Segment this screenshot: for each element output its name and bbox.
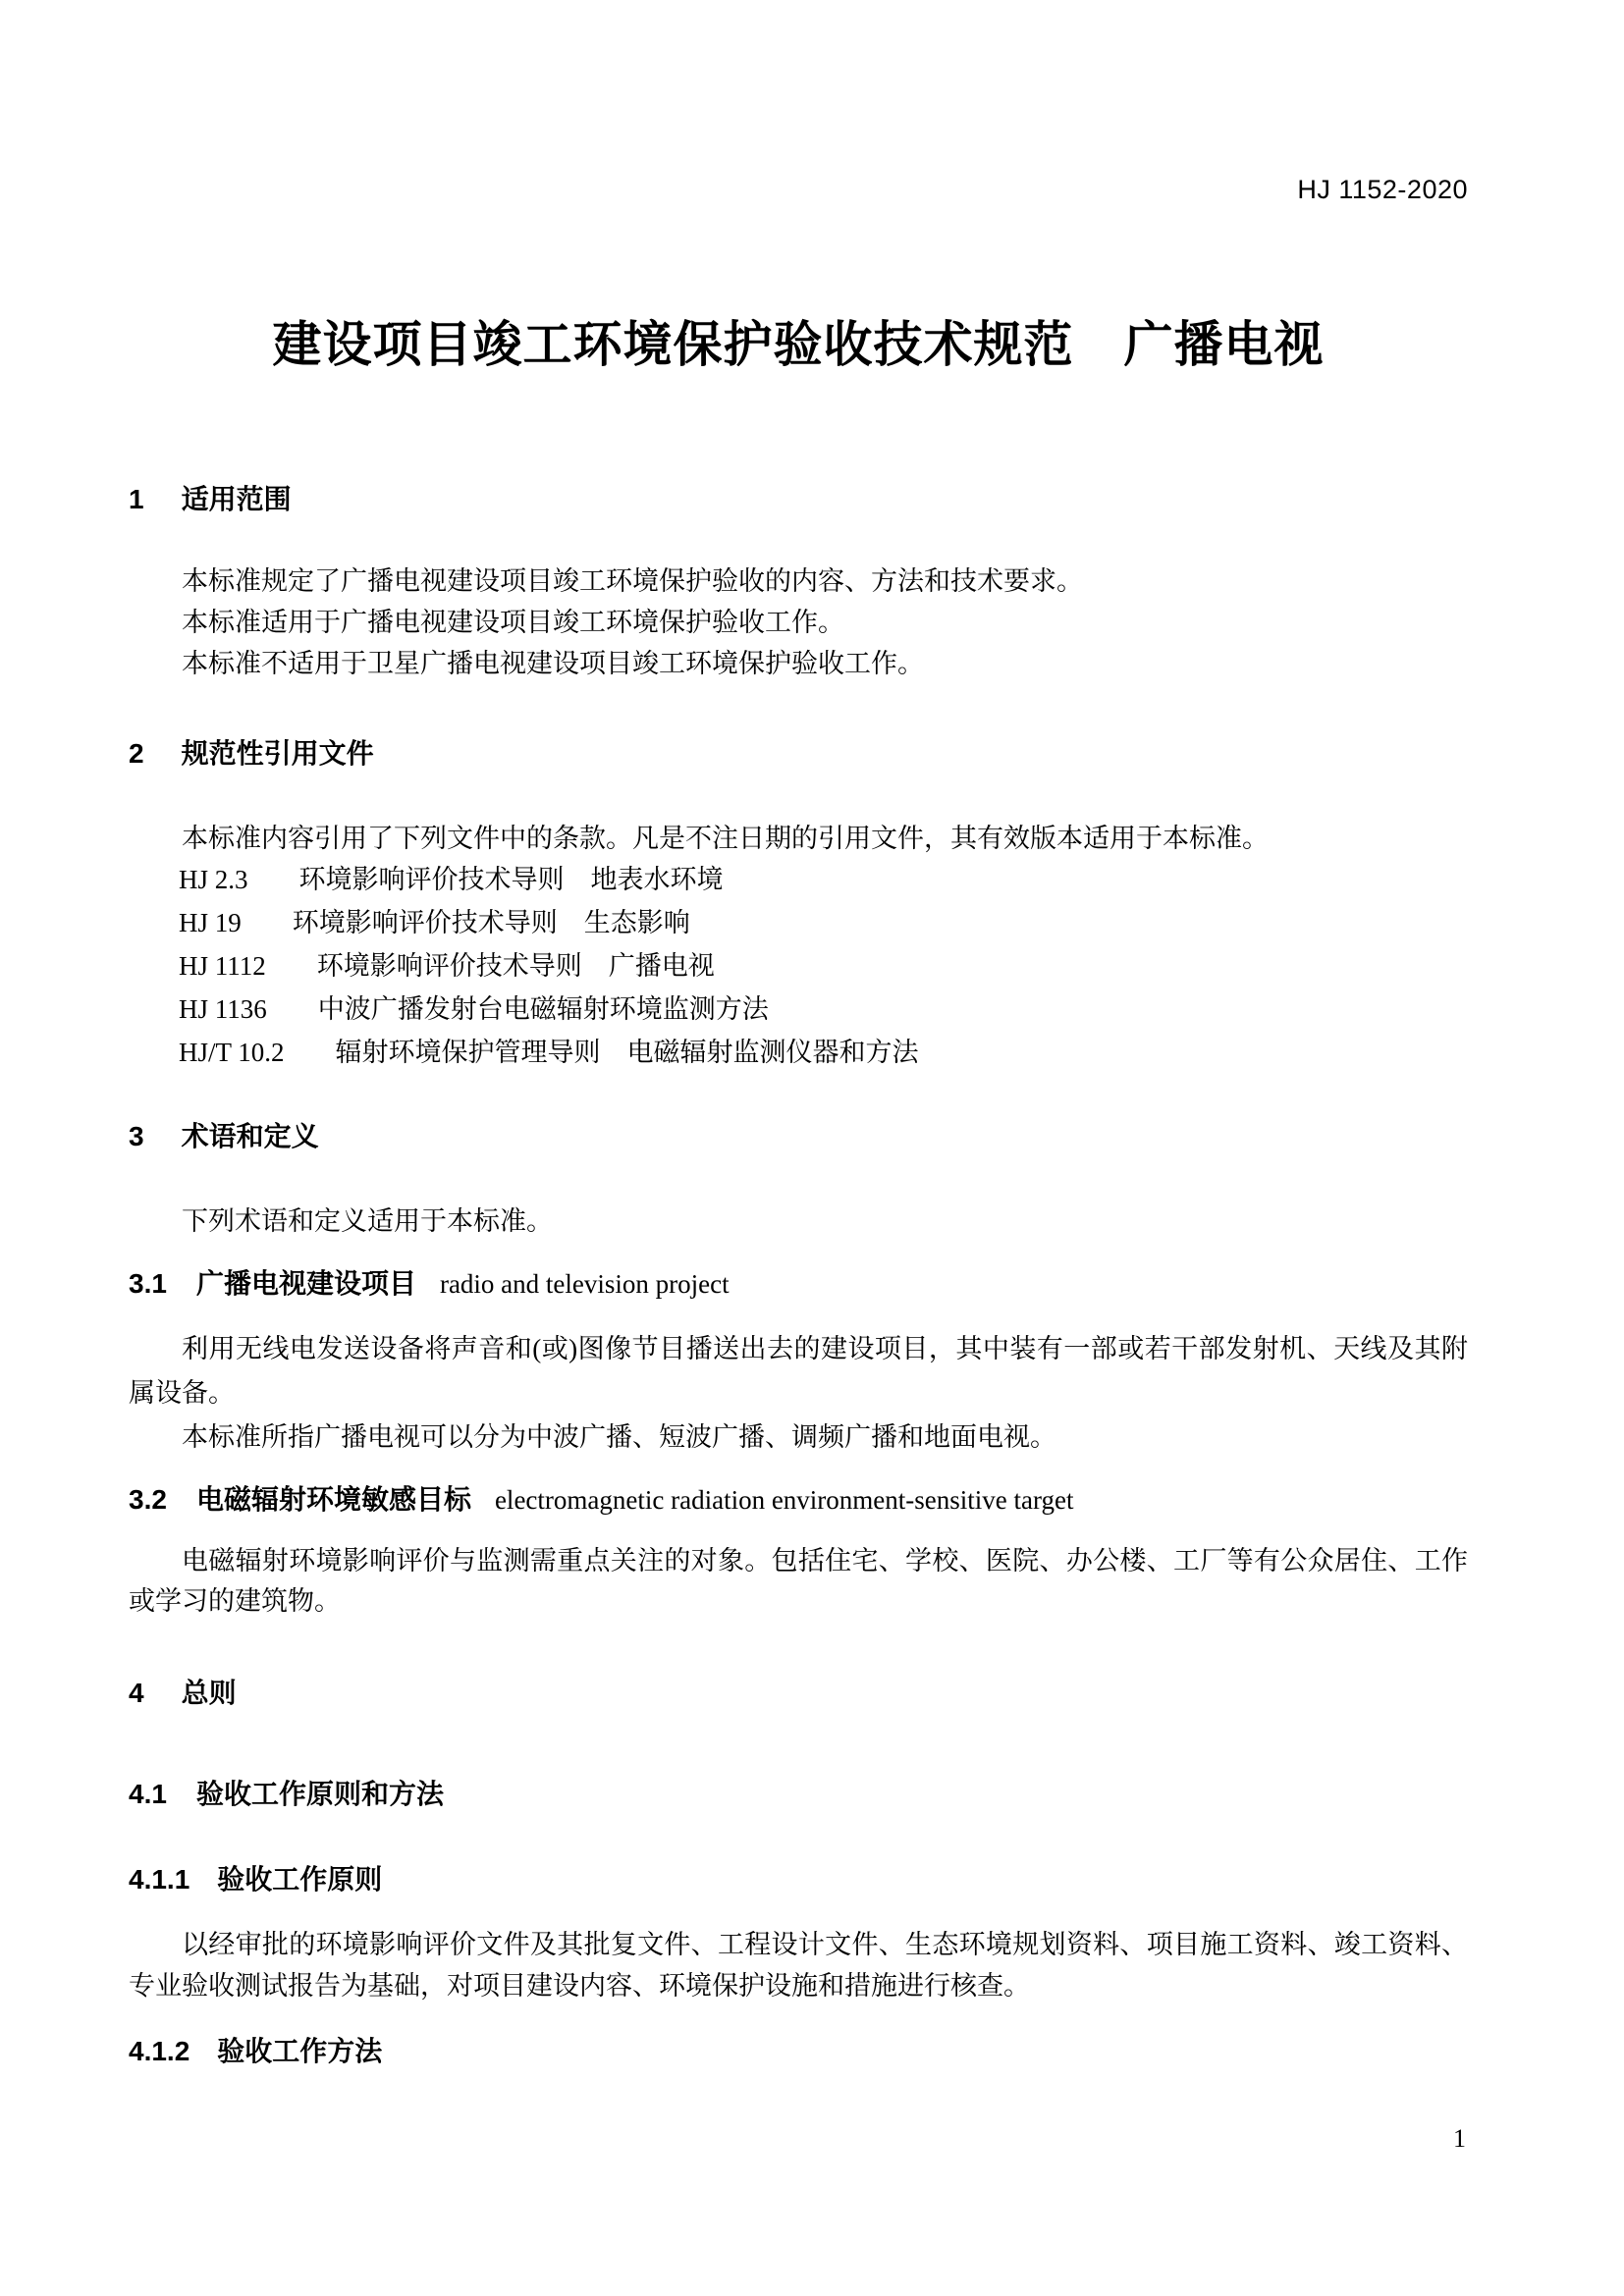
- reference-title: 环境影响评价技术导则 广播电视: [316, 951, 715, 981]
- paragraph: 以经审批的环境影响评价文件及其批复文件、工程设计文件、生态环境规划资料、项目施工资料、竣工资料、专业验收测试报告为基础，对项目建设内容、环境保护设施和措施进行核查。: [129, 1930, 1468, 2001]
- section-2-heading: [129, 733, 1468, 774]
- reference-code: HJ 1136: [179, 994, 267, 1024]
- reference-code: HJ 19: [179, 908, 242, 937]
- section-4-1-title: 验收工作原则和方法: [195, 1779, 444, 1809]
- term-3-2-heading: [129, 1479, 1468, 1521]
- section-4-1-1-number: 4.1.1: [129, 1864, 190, 1895]
- reference-title: 环境影响评价技术导则 生态影响: [292, 908, 690, 937]
- section-4-1-2-title: 验收工作方法: [217, 2036, 383, 2066]
- section-4-1-2-number: 4.1.2: [129, 2036, 190, 2066]
- reference-item: [129, 944, 1468, 988]
- paragraph: 本标准内容引用了下列文件中的条款。凡是不注日期的引用文件，其有效版本适用于本标准。: [182, 824, 1269, 853]
- section-4-1-2-heading: [129, 2031, 1468, 2072]
- paragraph: 利用无线电发送设备将声音和(或)图像节目播送出去的建设项目，其中装有一部或若干部发射机、天线及其附属设备。: [129, 1334, 1468, 1408]
- section-2-number: 2: [129, 738, 144, 769]
- paragraph: 本标准所指广播电视可以分为中波广播、短波广播、调频广播和地面电视。: [182, 1422, 1056, 1452]
- section-1-body: [129, 561, 1468, 684]
- section-4-1-1-title: 验收工作原则: [217, 1864, 383, 1895]
- section-4-1-1-body: [129, 1924, 1468, 2006]
- section-4-1-number: 4.1: [129, 1779, 167, 1809]
- reference-item: [129, 1031, 1468, 1074]
- paragraph: 本标准不适用于卫星广播电视建设项目竣工环境保护验收工作。: [182, 649, 924, 678]
- reference-item: [129, 858, 1468, 901]
- term-3-1-name: 广播电视建设项目: [195, 1268, 416, 1299]
- page-number: 1: [1453, 2124, 1466, 2153]
- term-3-2-definition: [129, 1541, 1468, 1622]
- section-1-title: 适用范围: [181, 484, 292, 514]
- term-3-2-english: electromagnetic radiation environment-sensitive target: [494, 1485, 1074, 1515]
- term-3-1-number: 3.1: [129, 1268, 167, 1299]
- reference-item: [129, 901, 1468, 944]
- section-3-number: 3: [129, 1121, 144, 1151]
- term-3-1-english: radio and television project: [439, 1269, 730, 1299]
- document-title: 建设项目竣工环境保护验收技术规范 广播电视: [272, 317, 1325, 372]
- term-3-2-name: 电磁辐射环境敏感目标: [195, 1484, 471, 1515]
- section-1-heading: [129, 479, 1468, 520]
- section-4-heading: [129, 1673, 1468, 1714]
- paragraph: 电磁辐射环境影响评价与监测需重点关注的对象。包括住宅、学校、医院、办公楼、工厂等有公众居住、工作或学习的建筑物。: [129, 1546, 1468, 1616]
- standard-code: HJ 1152-2020: [1297, 175, 1468, 204]
- paragraph: 下列术语和定义适用于本标准。: [182, 1206, 553, 1236]
- term-3-1-heading: [129, 1263, 1468, 1305]
- section-3-heading: [129, 1116, 1468, 1157]
- reference-item: [129, 988, 1468, 1031]
- reference-title: 中波广播发射台电磁辐射环境监测方法: [317, 994, 769, 1024]
- reference-code: HJ 2.3: [179, 865, 248, 894]
- reference-code: HJ/T 10.2: [179, 1038, 285, 1067]
- paragraph: 本标准适用于广播电视建设项目竣工环境保护验收工作。: [182, 608, 844, 637]
- paragraph: 本标准规定了广播电视建设项目竣工环境保护验收的内容、方法和技术要求。: [182, 566, 1083, 596]
- normative-references-list: [129, 858, 1468, 1074]
- section-3-intro: [129, 1201, 1468, 1242]
- section-4-title: 总则: [181, 1678, 237, 1708]
- section-4-number: 4: [129, 1678, 144, 1708]
- section-3-title: 术语和定义: [181, 1121, 319, 1151]
- term-3-1-definition: [129, 1327, 1468, 1460]
- reference-title: 辐射环境保护管理导则 电磁辐射监测仪器和方法: [335, 1038, 919, 1067]
- section-4-1-1-heading: [129, 1859, 1468, 1900]
- reference-title: 环境影响评价技术导则 地表水环境: [298, 865, 724, 894]
- reference-code: HJ 1112: [179, 951, 266, 981]
- section-4-1-heading: [129, 1774, 1468, 1815]
- section-2-intro: [129, 818, 1468, 859]
- section-1-number: 1: [129, 484, 144, 514]
- term-3-2-number: 3.2: [129, 1484, 167, 1515]
- section-2-title: 规范性引用文件: [181, 738, 374, 769]
